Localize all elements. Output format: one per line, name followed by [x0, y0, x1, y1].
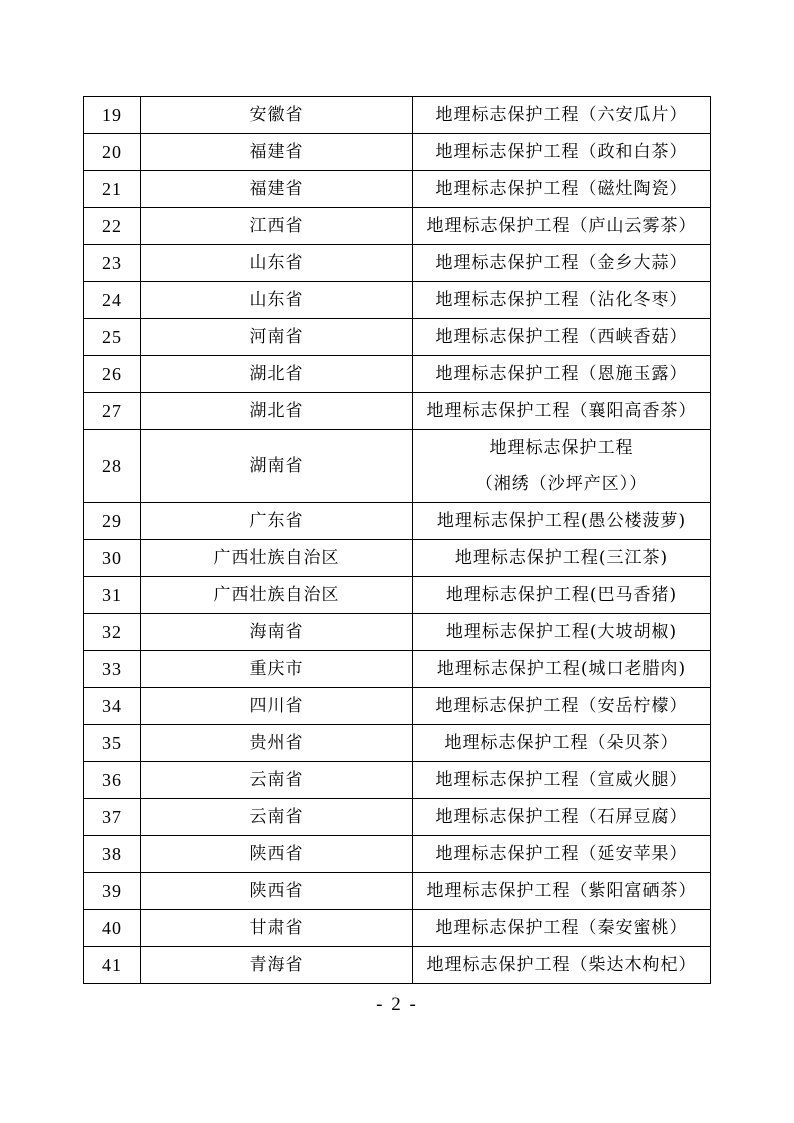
project-cell: 地理标志保护工程(愚公楼菠萝) — [413, 503, 711, 540]
row-number: 36 — [84, 762, 141, 799]
project-cell: 地理标志保护工程（恩施玉露） — [413, 356, 711, 393]
province-cell: 福建省 — [141, 171, 413, 208]
province-cell: 广西壮族自治区 — [141, 540, 413, 577]
project-cell: 地理标志保护工程（沾化冬枣） — [413, 282, 711, 319]
province-cell: 云南省 — [141, 762, 413, 799]
row-number: 30 — [84, 540, 141, 577]
project-line-2: （湘绣（沙坪产区）） — [475, 474, 648, 494]
row-number: 24 — [84, 282, 141, 319]
table-row — [84, 503, 711, 540]
table-row — [84, 540, 711, 577]
row-number: 26 — [84, 356, 141, 393]
row-number: 34 — [84, 688, 141, 725]
province-cell: 湖北省 — [141, 393, 413, 430]
province-cell: 江西省 — [141, 208, 413, 245]
table-row — [84, 356, 711, 393]
project-cell: 地理标志保护工程（宣威火腿） — [413, 762, 711, 799]
row-number: 33 — [84, 651, 141, 688]
project-cell: 地理标志保护工程（石屏豆腐） — [413, 799, 711, 836]
project-cell: 地理标志保护工程（六安瓜片） — [413, 97, 711, 134]
project-cell: 地理标志保护工程（金乡大蒜） — [413, 245, 711, 282]
project-cell: 地理标志保护工程（紫阳富硒茶） — [413, 873, 711, 910]
table-row — [84, 245, 711, 282]
province-cell: 云南省 — [141, 799, 413, 836]
row-number: 19 — [84, 97, 141, 134]
project-cell: 地理标志保护工程(城口老腊肉) — [413, 651, 711, 688]
table-row — [84, 208, 711, 245]
project-cell: 地理标志保护工程(巴马香猪) — [413, 577, 711, 614]
row-number: 35 — [84, 725, 141, 762]
province-cell: 贵州省 — [141, 725, 413, 762]
row-number: 41 — [84, 947, 141, 984]
table-row — [84, 614, 711, 651]
table-row — [84, 947, 711, 984]
province-cell: 湖北省 — [141, 356, 413, 393]
project-cell: 地理标志保护工程(三江茶) — [413, 540, 711, 577]
province-cell: 四川省 — [141, 688, 413, 725]
province-cell: 海南省 — [141, 614, 413, 651]
row-number: 23 — [84, 245, 141, 282]
project-cell — [413, 430, 711, 503]
table-row — [84, 393, 711, 430]
province-cell: 安徽省 — [141, 97, 413, 134]
province-cell: 河南省 — [141, 319, 413, 356]
project-cell: 地理标志保护工程（襄阳高香茶） — [413, 393, 711, 430]
row-number: 32 — [84, 614, 141, 651]
row-number: 20 — [84, 134, 141, 171]
row-number: 31 — [84, 577, 141, 614]
project-cell: 地理标志保护工程（秦安蜜桃） — [413, 910, 711, 947]
province-cell: 重庆市 — [141, 651, 413, 688]
table-row — [84, 762, 711, 799]
table-row — [84, 799, 711, 836]
project-table — [83, 96, 711, 984]
province-cell: 青海省 — [141, 947, 413, 984]
table-row — [84, 134, 711, 171]
row-number: 39 — [84, 873, 141, 910]
table-row — [84, 430, 711, 503]
project-cell: 地理标志保护工程（延安苹果） — [413, 836, 711, 873]
page-number: - 2 - — [376, 994, 418, 1015]
table-row — [84, 97, 711, 134]
project-cell: 地理标志保护工程（政和白茶） — [413, 134, 711, 171]
project-cell: 地理标志保护工程（西峡香菇） — [413, 319, 711, 356]
table-row — [84, 910, 711, 947]
table-row — [84, 651, 711, 688]
project-cell: 地理标志保护工程(大坡胡椒) — [413, 614, 711, 651]
table-row — [84, 577, 711, 614]
province-cell: 山东省 — [141, 282, 413, 319]
row-number: 27 — [84, 393, 141, 430]
province-cell: 甘肃省 — [141, 910, 413, 947]
project-cell: 地理标志保护工程（安岳柠檬） — [413, 688, 711, 725]
project-cell: 地理标志保护工程（庐山云雾茶） — [413, 208, 711, 245]
table-row — [84, 836, 711, 873]
row-number: 21 — [84, 171, 141, 208]
table-row — [84, 319, 711, 356]
row-number: 37 — [84, 799, 141, 836]
table-row — [84, 282, 711, 319]
table-row — [84, 171, 711, 208]
project-cell: 地理标志保护工程（柴达木枸杞） — [413, 947, 711, 984]
row-number: 25 — [84, 319, 141, 356]
table-row — [84, 725, 711, 762]
row-number: 22 — [84, 208, 141, 245]
province-cell: 陕西省 — [141, 836, 413, 873]
row-number: 28 — [84, 430, 141, 503]
row-number: 38 — [84, 836, 141, 873]
province-cell: 山东省 — [141, 245, 413, 282]
province-cell: 湖南省 — [141, 430, 413, 503]
table-row — [84, 873, 711, 910]
project-cell: 地理标志保护工程（朵贝茶） — [413, 725, 711, 762]
project-line-1: 地理标志保护工程 — [489, 438, 634, 458]
province-cell: 广西壮族自治区 — [141, 577, 413, 614]
province-cell: 广东省 — [141, 503, 413, 540]
province-cell: 陕西省 — [141, 873, 413, 910]
row-number: 40 — [84, 910, 141, 947]
province-cell: 福建省 — [141, 134, 413, 171]
table-row — [84, 688, 711, 725]
project-cell: 地理标志保护工程（磁灶陶瓷） — [413, 171, 711, 208]
row-number: 29 — [84, 503, 141, 540]
